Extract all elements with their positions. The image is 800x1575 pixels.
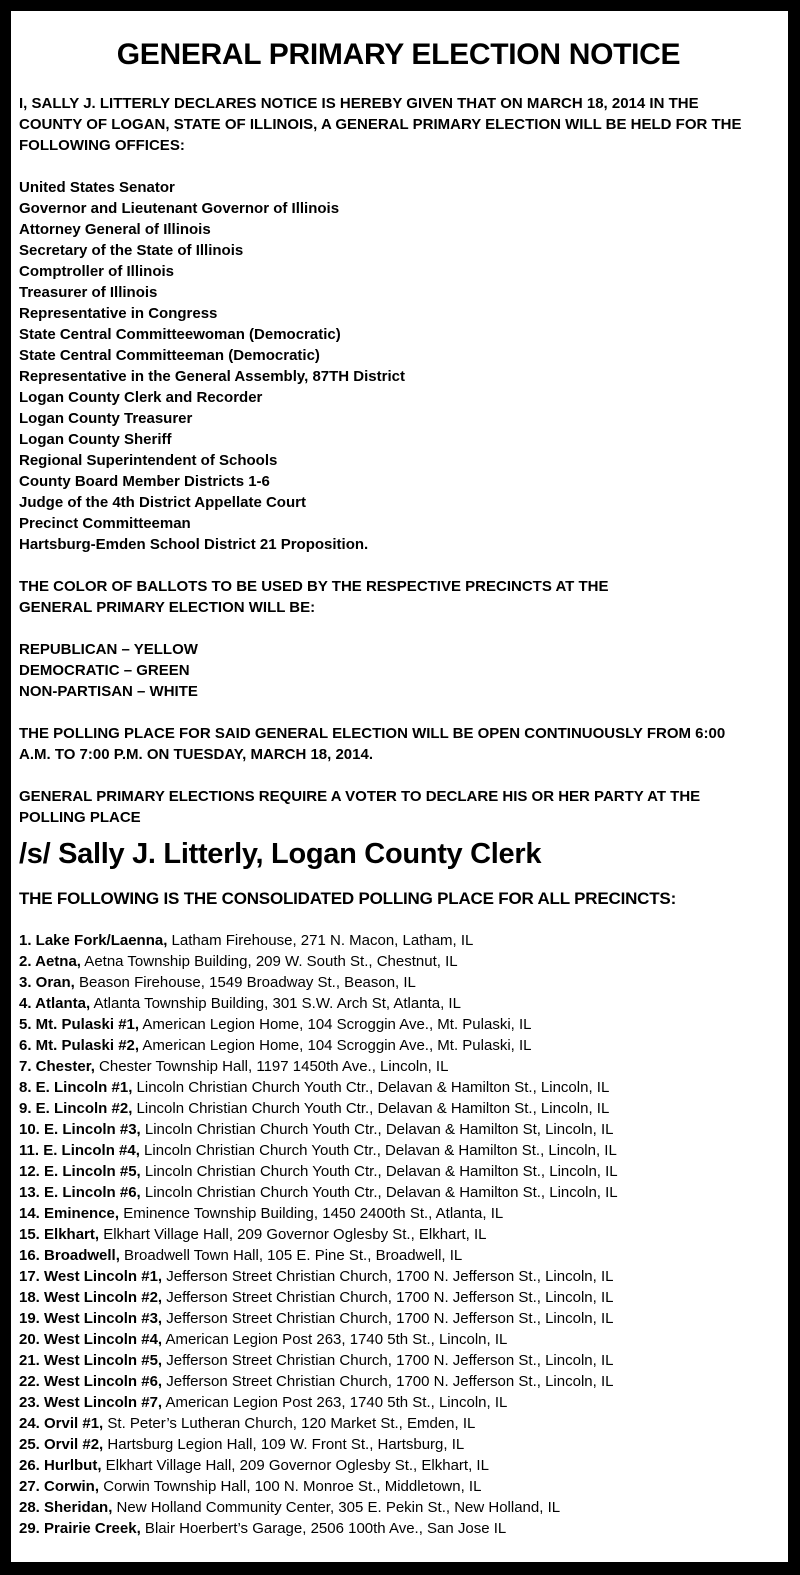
precinct-location: Beason Firehouse, 1549 Broadway St., Beason, IL <box>74 974 416 991</box>
office-item: Hartsburg-Emden School District 21 Proposition. <box>19 536 369 553</box>
precinct-location: Corwin Township Hall, 100 N. Monroe St., Middletown, IL <box>99 1478 482 1495</box>
ballot-color-item: NON-PARTISAN – WHITE <box>19 683 198 700</box>
intro-paragraph <box>19 93 778 156</box>
precinct-name: 20. West Lincoln #4, <box>19 1331 163 1348</box>
precinct-location: Elkhart Village Hall, 209 Governor Oglesby St., Elkhart, IL <box>101 1457 489 1474</box>
precinct-item <box>19 1098 778 1119</box>
precinct-item <box>19 1518 778 1539</box>
office-item: Secretary of the State of Illinois <box>19 242 244 259</box>
precinct-name: 28. Sheridan, <box>19 1499 113 1516</box>
precinct-location: Aetna Township Building, 209 W. South St., Chestnut, IL <box>80 953 458 970</box>
precinct-location: Eminence Township Building, 1450 2400th St., Atlanta, IL <box>119 1205 504 1222</box>
precinct-item <box>19 972 778 993</box>
precinct-location: Atlanta Township Building, 301 S.W. Arch St, Atlanta, IL <box>90 995 461 1012</box>
precinct-name: 29. Prairie Creek, <box>19 1520 141 1537</box>
ballot-color-item: REPUBLICAN – YELLOW <box>19 641 198 658</box>
precinct-item <box>19 1119 778 1140</box>
ballot-colors-heading <box>19 576 778 618</box>
precinct-name: 8. E. Lincoln #1, <box>19 1079 133 1096</box>
precinct-location: American Legion Home, 104 Scroggin Ave., Mt. Pulaski, IL <box>139 1016 532 1033</box>
precinct-item <box>19 1161 778 1182</box>
party-declaration-line: POLLING PLACE <box>19 809 141 826</box>
intro-line: COUNTY OF LOGAN, STATE OF ILLINOIS, A GENERAL PRIMARY ELECTION WILL BE HELD FOR THE <box>19 116 742 133</box>
ballot-colors-heading-line: GENERAL PRIMARY ELECTION WILL BE: <box>19 599 316 616</box>
precinct-location: American Legion Post 263, 1740 5th St., Lincoln, IL <box>162 1331 508 1348</box>
precinct-name: 26. Hurlbut, <box>19 1457 102 1474</box>
ballot-colors-list <box>19 639 778 702</box>
precinct-location: Jefferson Street Christian Church, 1700 N. Jefferson St., Lincoln, IL <box>162 1310 614 1327</box>
precinct-name: 18. West Lincoln #2, <box>19 1289 163 1306</box>
precinct-location: Lincoln Christian Church Youth Ctr., Delavan & Hamilton St., Lincoln, IL <box>140 1163 618 1180</box>
polling-hours-line: A.M. TO 7:00 P.M. ON TUESDAY, MARCH 18, 2014. <box>19 746 374 763</box>
office-item: State Central Committeeman (Democratic) <box>19 347 320 364</box>
precinct-location: Lincoln Christian Church Youth Ctr., Delavan & Hamilton St., Lincoln, IL <box>132 1100 610 1117</box>
precinct-name: 21. West Lincoln #5, <box>19 1352 163 1369</box>
precinct-item <box>19 1056 778 1077</box>
precinct-item <box>19 1035 778 1056</box>
precinct-name: 14. Eminence, <box>19 1205 120 1222</box>
precinct-name: 3. Oran, <box>19 974 75 991</box>
page-title: GENERAL PRIMARY ELECTION NOTICE <box>116 38 681 71</box>
office-item: County Board Member Districts 1-6 <box>19 473 270 490</box>
office-item: Comptroller of Illinois <box>19 263 175 280</box>
office-item: United States Senator <box>19 179 175 196</box>
precinct-name: 15. Elkhart, <box>19 1226 100 1243</box>
intro-line: FOLLOWING OFFICES: <box>19 137 185 154</box>
office-item: Logan County Treasurer <box>19 410 193 427</box>
precinct-name: 19. West Lincoln #3, <box>19 1310 163 1327</box>
precinct-name: 23. West Lincoln #7, <box>19 1394 163 1411</box>
precinct-item <box>19 1455 778 1476</box>
ballot-color-item: DEMOCRATIC – GREEN <box>19 662 190 679</box>
precinct-name: 1. Lake Fork/Laenna, <box>19 932 168 949</box>
precinct-item <box>19 1350 778 1371</box>
precinct-name: 5. Mt. Pulaski #1, <box>19 1016 140 1033</box>
precinct-location: American Legion Home, 104 Scroggin Ave., Mt. Pulaski, IL <box>139 1037 532 1054</box>
precinct-item <box>19 1413 778 1434</box>
precinct-item <box>19 1329 778 1350</box>
office-item: Attorney General of Illinois <box>19 221 211 238</box>
precinct-item <box>19 993 778 1014</box>
ballot-colors-heading-line: THE COLOR OF BALLOTS TO BE USED BY THE RESPECTIVE PRECINCTS AT THE <box>19 578 609 595</box>
precinct-name: 6. Mt. Pulaski #2, <box>19 1037 140 1054</box>
precinct-name: 11. E. Lincoln #4, <box>19 1142 140 1159</box>
precinct-name: 17. West Lincoln #1, <box>19 1268 163 1285</box>
precinct-location: Hartsburg Legion Hall, 109 W. Front St., Hartsburg, IL <box>103 1436 465 1453</box>
precinct-location: New Holland Community Center, 305 E. Pekin St., New Holland, IL <box>112 1499 561 1516</box>
precinct-name: 10. E. Lincoln #3, <box>19 1121 141 1138</box>
precinct-location: Jefferson Street Christian Church, 1700 N. Jefferson St., Lincoln, IL <box>162 1268 614 1285</box>
intro-line: I, SALLY J. LITTERLY DECLARES NOTICE IS HEREBY GIVEN THAT ON MARCH 18, 2014 IN THE <box>19 95 699 112</box>
clerk-signature: /s/ Sally J. Litterly, Logan County Clerk <box>19 838 542 870</box>
office-item: Representative in the General Assembly, 87TH District <box>19 368 405 385</box>
party-declaration-line: GENERAL PRIMARY ELECTIONS REQUIRE A VOTER TO DECLARE HIS OR HER PARTY AT THE <box>19 788 701 805</box>
precinct-item <box>19 1140 778 1161</box>
office-item: Regional Superintendent of Schools <box>19 452 278 469</box>
precinct-item <box>19 1266 778 1287</box>
precincts-heading: THE FOLLOWING IS THE CONSOLIDATED POLLING PLACE FOR ALL PRECINCTS: <box>19 889 677 908</box>
precinct-location: Latham Firehouse, 271 N. Macon, Latham, IL <box>167 932 474 949</box>
precinct-item <box>19 1308 778 1329</box>
precinct-name: 16. Broadwell, <box>19 1247 120 1264</box>
precinct-location: Jefferson Street Christian Church, 1700 N. Jefferson St., Lincoln, IL <box>162 1289 614 1306</box>
precinct-item <box>19 1203 778 1224</box>
precinct-item <box>19 1392 778 1413</box>
offices-list <box>19 177 778 555</box>
precinct-location: Jefferson Street Christian Church, 1700 N. Jefferson St., Lincoln, IL <box>162 1352 614 1369</box>
office-item: State Central Committeewoman (Democratic) <box>19 326 341 343</box>
precinct-location: Lincoln Christian Church Youth Ctr., Delavan & Hamilton St., Lincoln, IL <box>132 1079 610 1096</box>
precincts-list <box>19 930 778 1539</box>
precinct-location: St. Peter’s Lutheran Church, 120 Market St., Emden, IL <box>103 1415 476 1432</box>
precinct-item <box>19 1497 778 1518</box>
precinct-location: Lincoln Christian Church Youth Ctr., Delavan & Hamilton St., Lincoln, IL <box>139 1142 617 1159</box>
office-item: Judge of the 4th District Appellate Court <box>19 494 306 511</box>
precinct-item <box>19 1014 778 1035</box>
precinct-location: Elkhart Village Hall, 209 Governor Oglesby St., Elkhart, IL <box>99 1226 487 1243</box>
party-declaration-paragraph <box>19 786 778 828</box>
office-item: Precinct Committeeman <box>19 515 191 532</box>
precinct-item <box>19 1476 778 1497</box>
precinct-location: Lincoln Christian Church Youth Ctr., Delavan & Hamilton St, Lincoln, IL <box>140 1121 614 1138</box>
precinct-item <box>19 1182 778 1203</box>
precinct-location: Chester Township Hall, 1197 1450th Ave., Lincoln, IL <box>94 1058 449 1075</box>
precinct-item <box>19 951 778 972</box>
polling-hours-line: THE POLLING PLACE FOR SAID GENERAL ELECTION WILL BE OPEN CONTINUOUSLY FROM 6:00 <box>19 725 726 742</box>
office-item: Logan County Clerk and Recorder <box>19 389 263 406</box>
precinct-name: 25. Orvil #2, <box>19 1436 104 1453</box>
precinct-name: 24. Orvil #1, <box>19 1415 104 1432</box>
office-item: Treasurer of Illinois <box>19 284 158 301</box>
precinct-name: 27. Corwin, <box>19 1478 100 1495</box>
precinct-name: 12. E. Lincoln #5, <box>19 1163 141 1180</box>
precinct-item <box>19 1224 778 1245</box>
office-item: Representative in Congress <box>19 305 218 322</box>
precinct-item <box>19 1077 778 1098</box>
precinct-location: Lincoln Christian Church Youth Ctr., Delavan & Hamilton St., Lincoln, IL <box>140 1184 618 1201</box>
precinct-item <box>19 1245 778 1266</box>
polling-hours-paragraph <box>19 723 778 765</box>
precinct-item <box>19 930 778 951</box>
precinct-location: Broadwell Town Hall, 105 E. Pine St., Broadwell, IL <box>119 1247 463 1264</box>
notice-page <box>11 11 788 1562</box>
precinct-name: 2. Aetna, <box>19 953 81 970</box>
precinct-name: 4. Atlanta, <box>19 995 91 1012</box>
precinct-location: American Legion Post 263, 1740 5th St., Lincoln, IL <box>162 1394 508 1411</box>
precinct-name: 7. Chester, <box>19 1058 95 1075</box>
precinct-location: Jefferson Street Christian Church, 1700 N. Jefferson St., Lincoln, IL <box>162 1373 614 1390</box>
precinct-name: 13. E. Lincoln #6, <box>19 1184 141 1201</box>
precinct-item <box>19 1371 778 1392</box>
precinct-location: Blair Hoerbert’s Garage, 2506 100th Ave., San Jose IL <box>140 1520 507 1537</box>
precinct-item <box>19 1434 778 1455</box>
precinct-name: 22. West Lincoln #6, <box>19 1373 163 1390</box>
office-item: Logan County Sheriff <box>19 431 172 448</box>
precinct-name: 9. E. Lincoln #2, <box>19 1100 133 1117</box>
precinct-item <box>19 1287 778 1308</box>
office-item: Governor and Lieutenant Governor of Illinois <box>19 200 340 217</box>
